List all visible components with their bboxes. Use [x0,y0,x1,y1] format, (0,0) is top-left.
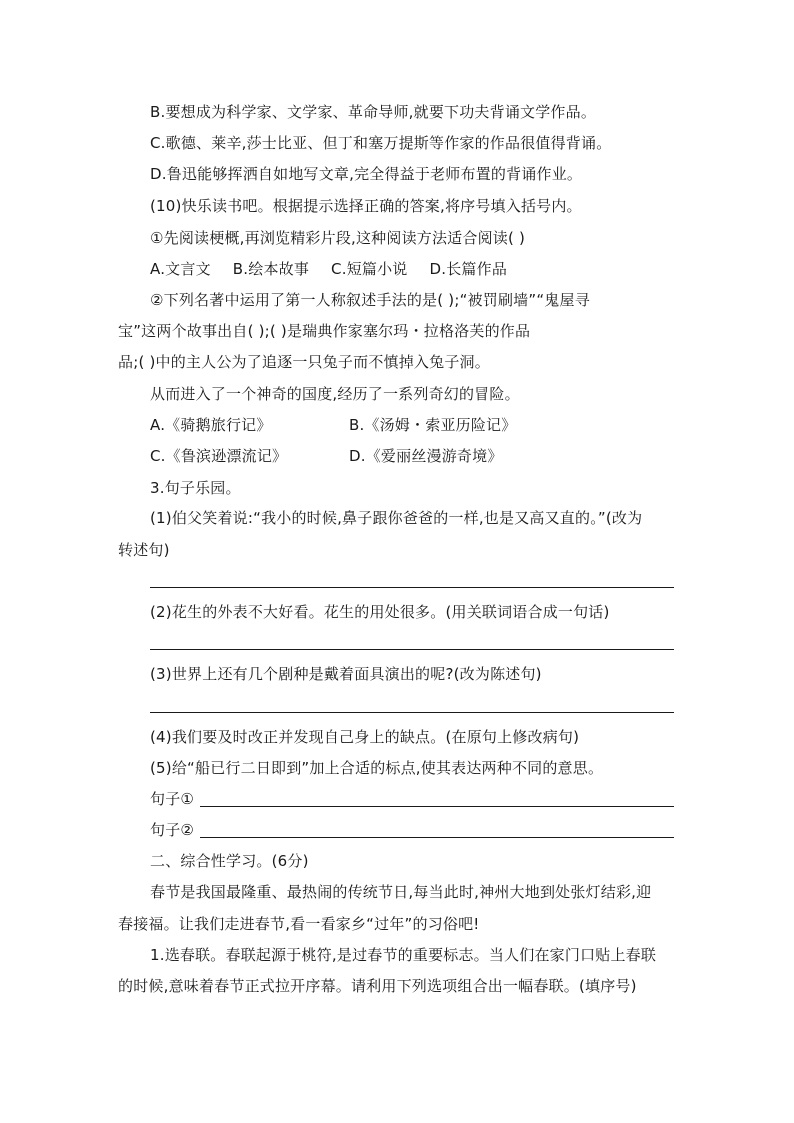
answer-line-3[interactable] [150,712,674,713]
book-option-d: D.《爱丽丝漫游奇境》 [349,447,503,465]
choice-b: B.要想成为科学家、文学家、革命导师,就要下功夫背诵文学作品。 [150,103,597,121]
choice-c: C.歌德、莱辛,莎士比亚、但丁和塞万提斯等作家的作品很值得背诵。 [150,134,612,152]
option-b: B.绘本故事 [232,260,310,278]
sentence-2-label: 句子② [150,821,195,839]
sentence-task-2: (2)花生的外表不大好看。花生的用处很多。(用关联词语合成一句话) [150,603,610,621]
question-10-2-line4: 从而进入了一个神奇的国度,经历了一系列奇幻的冒险。 [150,385,520,403]
question-10-1-options [150,259,507,279]
question-10-2-line3: 品;( )中的主人公为了追逐一只兔子而不慎掉入兔子洞。 [118,353,490,371]
couplet-task-line2: 的时候,意味着春节正式拉开序幕。请利用下列选项组合出一幅春联。(填序号) [118,977,637,995]
sentence-task-5: (5)给“船已行二日即到”加上合适的标点,使其表达两种不同的意思。 [150,759,604,777]
section-3-title: 3.句子乐园。 [150,479,241,497]
part-2-title: 二、综合性学习。(6分) [150,852,309,870]
sentence-1-label: 句子① [150,790,195,808]
sentence-task-4: (4)我们要及时改正并发现自己身上的缺点。(在原句上修改病句) [150,728,580,746]
sentence-task-3: (3)世界上还有几个剧种是戴着面具演出的呢?(改为陈述句) [150,665,542,683]
answer-line-2[interactable] [150,649,674,650]
couplet-task-line1: 1.选春联。春联起源于桃符,是过春节的重要标志。当人们在家门口贴上春联 [150,946,657,964]
sentence-1-answer-line[interactable] [200,806,674,807]
option-a: A.文言文 [150,260,211,278]
question-10-2-line2: 宝”这两个故事出自( );( )是瑞典作家塞尔玛・拉格洛芙的作品 [118,322,531,340]
sentence-task-1-line2: 转述句) [118,541,170,559]
sentence-2-answer-line[interactable] [200,837,674,838]
question-10-1: ①先阅读梗概,再浏览精彩片段,这种阅读方法适合阅读( ) [150,229,526,247]
option-c: C.短篇小说 [331,260,408,278]
option-d: D.长篇作品 [429,260,508,278]
part-2-intro-line2: 春接福。让我们走进春节,看一看家乡“过年”的习俗吧! [118,915,480,933]
question-10-2-line1: ②下列名著中运用了第一人称叙述手法的是( );“被罚刷墙”“鬼屋寻 [150,291,590,309]
answer-line-1[interactable] [150,587,674,588]
book-option-a: A.《骑鹅旅行记》 [150,416,272,434]
book-option-b: B.《汤姆・索亚历险记》 [349,416,517,434]
book-option-c: C.《鲁滨逊漂流记》 [150,447,288,465]
question-10-title: (10)快乐读书吧。根据提示选择正确的答案,将序号填入括号内。 [150,197,582,215]
part-2-intro-line1: 春节是我国最隆重、最热闹的传统节日,每当此时,神州大地到处张灯结彩,迎 [150,883,652,901]
sentence-task-1-line1: (1)伯父笑着说:“我小的时候,鼻子跟你爸爸的一样,也是又高又直的。”(改为 [150,509,643,527]
choice-d: D.鲁迅能够挥洒自如地写文章,完全得益于老师布置的背诵作业。 [150,165,583,183]
